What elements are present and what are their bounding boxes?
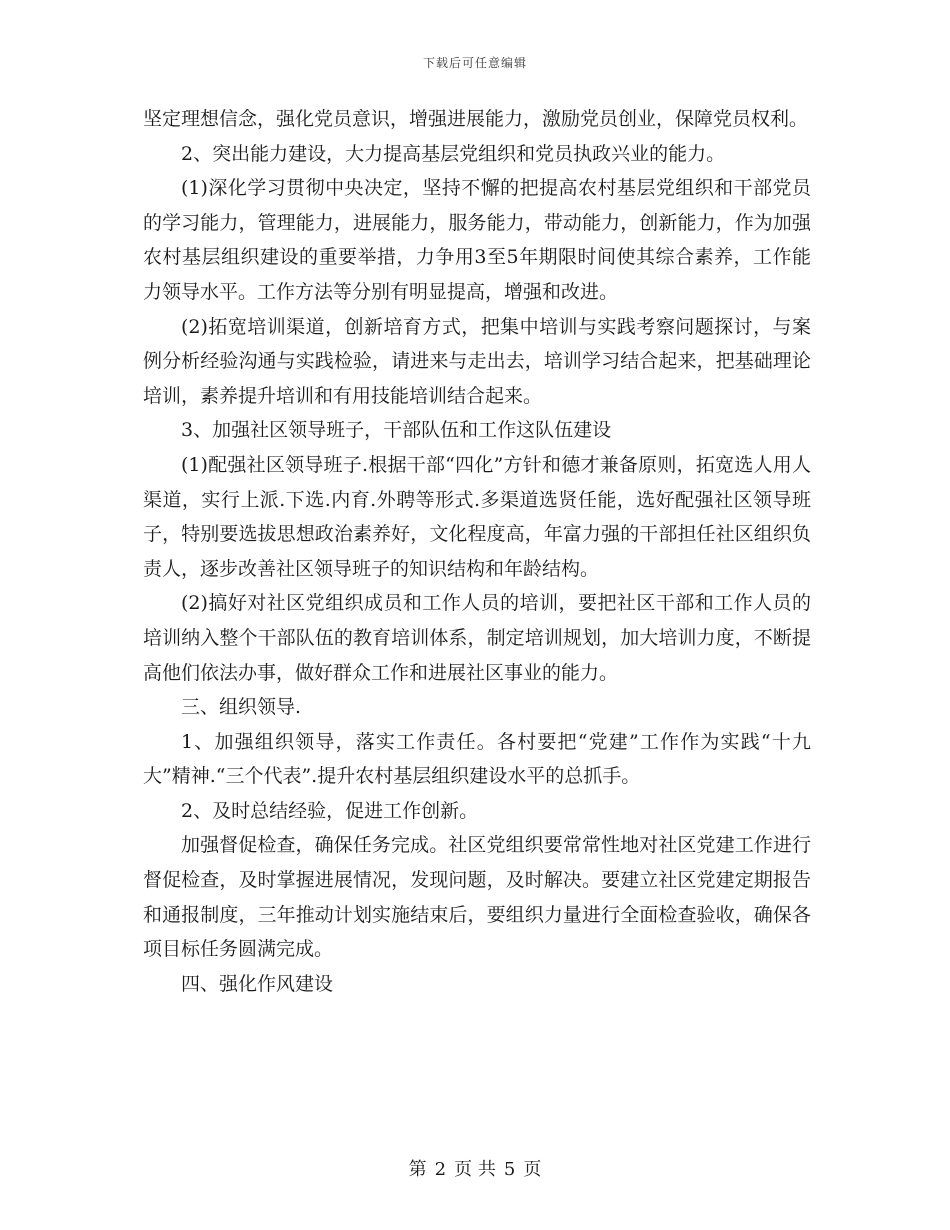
document-body <box>143 102 811 1001</box>
section-heading: 四、强化作风建设 <box>181 972 334 995</box>
paragraph: 2、突出能力建设，大力提高基层党组织和党员执政兴业的能力。 <box>181 142 726 165</box>
paragraph: 1、加强组织领导，落实工作责任。各村要把“党建”工作作为实践“十九大”精神.“三个代表”.提升农村基层组织建设水平的总抓手。 <box>143 730 811 788</box>
paragraph: 2、及时总结经验，促进工作创新。 <box>181 799 479 822</box>
paragraph: (2)拓宽培训渠道，创新培育方式，把集中培训与实践考察问题探讨，与案例分析经验沟通与实践检验，请进来与走出去，培训学习结合起来，把基础理论培训，素养提升培训和有用技能培训结合起来。 <box>143 315 811 407</box>
page-header: 下载后可任意编辑 <box>422 56 527 70</box>
section-heading: 三、组织领导. <box>181 696 302 719</box>
paragraph: 加强督促检查，确保任务完成。社区党组织要常常性地对社区党建工作进行督促检查，及时掌握进展情况，发现问题，及时解决。要建立社区党建定期报告和通报制度，三年推动计划实施结束后，要组织力量进行全面检查验收，确保各项目标任务圆满完成。 <box>143 834 811 961</box>
paragraph: (2)搞好对社区党组织成员和工作人员的培训，要把社区干部和工作人员的培训纳入整个干部队伍的教育培训体系，制定培训规划，加大培训力度，不断提高他们依法办事，做好群众工作和进展社区事业的能力。 <box>143 592 811 684</box>
footer-middle: 页 共 <box>454 1159 496 1180</box>
current-page-number: 2 <box>434 1159 447 1180</box>
paragraph: 3、加强社区领导班子，干部队伍和工作这队伍建设 <box>181 419 612 442</box>
paragraph: 坚定理想信念，强化党员意识，增强进展能力，激励党员创业，保障党员权利。 <box>143 108 809 130</box>
footer-suffix: 页 <box>523 1159 542 1180</box>
paragraph: (1)深化学习贯彻中央决定，坚持不懈的把提高农村基层党组织和干部党员的学习能力，管理能力，进展能力，服务能力，带动能力，创新能力，作为加强农村基层组织建设的重要举措，力争用3至5年期限时间使其综合素养，工作能力领导水平。工作方法等分别有明显提高，增强和改进。 <box>143 177 811 303</box>
paragraph: (1)配强社区领导班子.根据干部“四化”方针和德才兼备原则，拓宽选人用人渠道，实行上派.下选.内育.外聘等形式.多渠道选贤任能，选好配强社区领导班子，特别要选拔思想政治素养好，文化程度高，年富力强的干部担任社区组织负责人，逐步改善社区领导班子的知识结构和年龄结构。 <box>143 453 811 580</box>
footer-prefix: 第 <box>408 1159 427 1180</box>
page-footer <box>0 1155 950 1181</box>
total-pages-number: 5 <box>503 1159 516 1180</box>
